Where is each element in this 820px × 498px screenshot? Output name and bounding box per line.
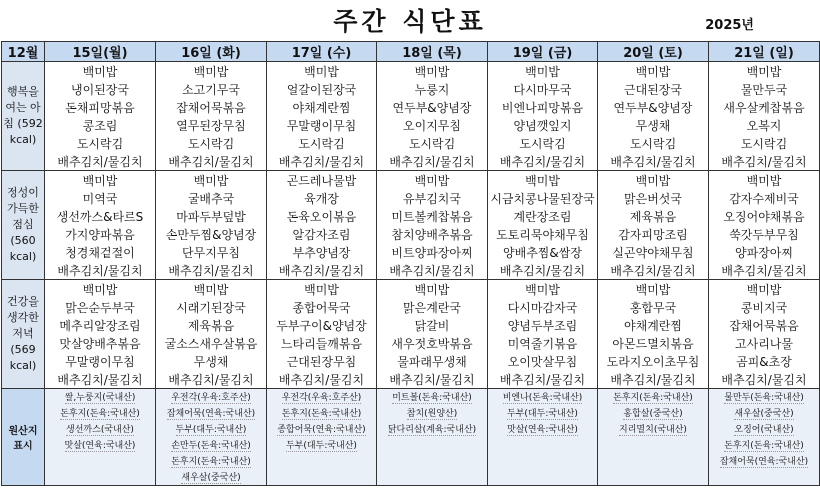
origin-cell <box>598 405 709 421</box>
origin-item: 홍합살(중국산) <box>623 406 682 420</box>
menu-item: 메추리알장조림 <box>45 316 156 334</box>
origin-cell <box>488 469 598 486</box>
origin-cell <box>598 469 709 486</box>
day-header-sun: 21일 (일) <box>709 42 820 62</box>
header-row <box>2 42 820 62</box>
breakfast-row <box>2 62 820 81</box>
menu-item: 도시락김 <box>598 134 709 152</box>
menu-item: 백미밥 <box>156 171 267 190</box>
weekly-menu-table <box>1 41 820 486</box>
breakfast-row <box>2 134 820 152</box>
day-header-thu: 18일 (목) <box>377 42 488 62</box>
menu-item: 배추김치/물김치 <box>709 370 820 389</box>
menu-item: 배추김치/물김치 <box>267 261 377 280</box>
menu-item: 배추김치/물김치 <box>156 152 267 171</box>
origin-cell <box>488 389 598 406</box>
menu-item: 감자수제비국 <box>709 189 820 207</box>
menu-item: 두부구이&양념장 <box>267 316 377 334</box>
menu-item: 돈채피망볶음 <box>45 98 156 116</box>
menu-item: 콩조림 <box>45 116 156 134</box>
menu-item: 비엔나피망볶음 <box>488 98 598 116</box>
menu-item: 시금치콩나물된장국 <box>488 189 598 207</box>
origin-cell <box>377 405 488 421</box>
menu-item: 제육볶음 <box>598 207 709 225</box>
origin-item: 두부(대두:국내산) <box>286 438 357 452</box>
menu-item: 배추김치/물김치 <box>377 152 488 171</box>
menu-item: 야채계란찜 <box>598 316 709 334</box>
origin-cell <box>709 421 820 437</box>
menu-item: 백미밥 <box>156 62 267 81</box>
origin-item: 새우살(중국산) <box>181 470 240 484</box>
origin-item: 미트볼(돈육:국내산) <box>392 390 472 404</box>
menu-item: 도라지오이초무침 <box>598 352 709 370</box>
origin-cell <box>377 421 488 437</box>
origin-cell <box>156 405 267 421</box>
menu-item: 백미밥 <box>156 280 267 299</box>
menu-item: 가지양파볶음 <box>45 225 156 243</box>
menu-item: 종합어묵국 <box>267 298 377 316</box>
menu-item: 맑은순두부국 <box>45 298 156 316</box>
menu-item: 백미밥 <box>709 280 820 299</box>
day-header-fri: 19일 (금) <box>488 42 598 62</box>
origin-cell <box>267 389 377 406</box>
menu-item: 생선까스&타르S <box>45 207 156 225</box>
origin-cell <box>377 437 488 453</box>
menu-item: 미역국 <box>45 189 156 207</box>
menu-item: 도시락김 <box>709 134 820 152</box>
origin-cell <box>598 421 709 437</box>
menu-item: 도시락김 <box>156 134 267 152</box>
menu-item: 누룽지 <box>377 80 488 98</box>
dinner-row <box>2 334 820 352</box>
origin-row <box>2 437 820 453</box>
menu-item: 굴소스새우살볶음 <box>156 334 267 352</box>
origin-item: 돈후지(돈육:국내산) <box>724 438 804 452</box>
origin-cell <box>377 469 488 486</box>
origin-item: 쌀,누룽지(국내산) <box>65 390 136 404</box>
origin-item: 두부(대두:국내산) <box>507 406 578 420</box>
menu-item: 계란장조림 <box>488 207 598 225</box>
menu-item: 실곤약야채무침 <box>598 243 709 261</box>
origin-cell <box>267 405 377 421</box>
menu-body <box>2 62 820 486</box>
menu-item: 소고기무국 <box>156 80 267 98</box>
lunch-row <box>2 225 820 243</box>
breakfast-row <box>2 152 820 171</box>
origin-cell <box>377 453 488 469</box>
menu-item: 도토리묵야채무침 <box>488 225 598 243</box>
lunch-label: 정성이 가득한 점심 (560 kcal) <box>2 171 45 280</box>
menu-item: 얼갈이된장국 <box>267 80 377 98</box>
dinner-row <box>2 280 820 299</box>
menu-item: 배추김치/물김치 <box>156 261 267 280</box>
origin-cell <box>156 421 267 437</box>
menu-item: 곤드레나물밥 <box>267 171 377 190</box>
origin-cell <box>267 469 377 486</box>
menu-item: 단무지무침 <box>156 243 267 261</box>
lunch-row <box>2 243 820 261</box>
menu-item: 부추양념장 <box>267 243 377 261</box>
menu-item: 배추김치/물김치 <box>267 370 377 389</box>
menu-item: 배추김치/물김치 <box>488 261 598 280</box>
origin-item: 물만두(돈육:국내산) <box>724 390 804 404</box>
origin-item: 돈후지(돈육:국내산) <box>60 406 140 420</box>
origin-row <box>2 405 820 421</box>
origin-cell <box>267 421 377 437</box>
origin-item: 종합어묵(연육:국내산) <box>277 422 365 436</box>
origin-item: 돈후지(돈육:국내산) <box>171 454 251 468</box>
origin-cell <box>488 437 598 453</box>
origin-row <box>2 389 820 406</box>
origin-item: 손만두(돈육:국내산) <box>171 438 251 452</box>
menu-item: 오복지 <box>709 116 820 134</box>
menu-item: 시래기된장국 <box>156 298 267 316</box>
menu-item: 양배추찜&쌈장 <box>488 243 598 261</box>
origin-item: 새우살(중국산) <box>734 406 793 420</box>
menu-item: 잡채어묵볶음 <box>156 98 267 116</box>
origin-cell <box>709 405 820 421</box>
menu-item: 백미밥 <box>267 62 377 81</box>
lunch-row <box>2 207 820 225</box>
menu-item: 오이지무침 <box>377 116 488 134</box>
menu-item: 백미밥 <box>377 62 488 81</box>
origin-cell <box>156 389 267 406</box>
origin-item: 잡채어묵(연육:국내산) <box>167 406 255 420</box>
menu-item: 도시락김 <box>45 134 156 152</box>
origin-cell <box>488 405 598 421</box>
menu-item: 배추김치/물김치 <box>45 370 156 389</box>
origin-item: 참치(원양산) <box>407 406 458 420</box>
menu-item: 연두부&양념장 <box>377 98 488 116</box>
origin-label: 원산지 표시 <box>2 389 45 486</box>
origin-item: 우전각(우육:호주산) <box>171 390 251 404</box>
menu-item: 백미밥 <box>45 62 156 81</box>
page-title: 주간 식단표 <box>333 7 487 36</box>
menu-item: 아몬드멸치볶음 <box>598 334 709 352</box>
origin-item: 돈후지(돈육:국내산) <box>613 390 693 404</box>
origin-row <box>2 453 820 469</box>
menu-item: 연두부&양념장 <box>598 98 709 116</box>
menu-item: 쑥갓두부무침 <box>709 225 820 243</box>
menu-item: 열무된장무침 <box>156 116 267 134</box>
breakfast-row <box>2 98 820 116</box>
menu-item: 홍합무국 <box>598 298 709 316</box>
menu-item: 백미밥 <box>267 280 377 299</box>
origin-item: 비엔나(돈육:국내산) <box>503 390 583 404</box>
origin-cell <box>709 469 820 486</box>
dinner-row <box>2 316 820 334</box>
lunch-row <box>2 171 820 190</box>
origin-cell <box>45 405 156 421</box>
origin-cell <box>488 421 598 437</box>
menu-item: 배추김치/물김치 <box>45 261 156 280</box>
menu-item: 배추김치/물김치 <box>709 261 820 280</box>
menu-item: 근대된장국 <box>598 80 709 98</box>
menu-item: 콩비지국 <box>709 298 820 316</box>
menu-item: 양념두부조림 <box>488 316 598 334</box>
menu-item: 배추김치/물김치 <box>598 261 709 280</box>
origin-item: 두부(대두:국내산) <box>176 422 247 436</box>
menu-item: 백미밥 <box>488 171 598 190</box>
menu-item: 양파장아찌 <box>709 243 820 261</box>
menu-item: 다시마감자국 <box>488 298 598 316</box>
origin-item: 생선까스(국내산) <box>66 422 134 436</box>
menu-item: 돈육오이볶음 <box>267 207 377 225</box>
breakfast-label: 행복을 여는 아침 (592 kcal) <box>2 62 45 171</box>
menu-item: 알감자조림 <box>267 225 377 243</box>
menu-item: 도시락김 <box>377 134 488 152</box>
origin-cell <box>267 453 377 469</box>
lunch-row <box>2 189 820 207</box>
menu-item: 백미밥 <box>598 62 709 81</box>
origin-item: 오징어(국내산) <box>734 422 793 436</box>
lunch-row <box>2 261 820 280</box>
menu-item: 배추김치/물김치 <box>709 152 820 171</box>
origin-cell <box>45 469 156 486</box>
menu-item: 닭갈비 <box>377 316 488 334</box>
dinner-label: 건강을 생각한 저녁 (569 kcal) <box>2 280 45 389</box>
origin-cell <box>377 389 488 406</box>
menu-item: 다시마무국 <box>488 80 598 98</box>
menu-item: 미역줄기볶음 <box>488 334 598 352</box>
menu-item: 백미밥 <box>488 280 598 299</box>
menu-item: 배추김치/물김치 <box>267 152 377 171</box>
menu-item: 배추김치/물김치 <box>598 370 709 389</box>
dinner-row <box>2 352 820 370</box>
origin-cell <box>45 453 156 469</box>
menu-item: 감자피망조림 <box>598 225 709 243</box>
menu-item: 청경채겉절이 <box>45 243 156 261</box>
menu-item: 백미밥 <box>377 280 488 299</box>
menu-item: 무생채 <box>156 352 267 370</box>
origin-row <box>2 469 820 486</box>
menu-item: 오이맛살무침 <box>488 352 598 370</box>
origin-row <box>2 421 820 437</box>
menu-item: 양념깻잎지 <box>488 116 598 134</box>
menu-item: 굴배추국 <box>156 189 267 207</box>
breakfast-row <box>2 80 820 98</box>
menu-item: 배추김치/물김치 <box>377 261 488 280</box>
menu-item: 맑은버섯국 <box>598 189 709 207</box>
day-header-wed: 17일 (수) <box>267 42 377 62</box>
origin-item: 잡채어묵(연육:국내산) <box>720 454 808 468</box>
menu-item: 비트양파장아찌 <box>377 243 488 261</box>
day-header-tue: 16일 (화) <box>156 42 267 62</box>
origin-cell <box>709 453 820 469</box>
origin-item: 닭다리살(계육:국내산) <box>388 422 476 436</box>
menu-item: 야채계란찜 <box>267 98 377 116</box>
menu-item: 새우젓호박볶음 <box>377 334 488 352</box>
menu-item: 백미밥 <box>45 171 156 190</box>
menu-item: 백미밥 <box>709 171 820 190</box>
menu-item: 백미밥 <box>45 280 156 299</box>
menu-item: 새우살케찹볶음 <box>709 98 820 116</box>
menu-item: 참치양배추볶음 <box>377 225 488 243</box>
menu-item: 곰피&초장 <box>709 352 820 370</box>
menu-item: 냉이된장국 <box>45 80 156 98</box>
menu-item: 유부김치국 <box>377 189 488 207</box>
menu-item: 육개장 <box>267 189 377 207</box>
origin-cell <box>45 421 156 437</box>
menu-item: 배추김치/물김치 <box>377 370 488 389</box>
origin-cell <box>598 437 709 453</box>
day-header-sat: 20일 (토) <box>598 42 709 62</box>
origin-item: 맛살(연육:국내산) <box>507 422 578 436</box>
origin-cell <box>45 437 156 453</box>
menu-item: 배추김치/물김치 <box>488 370 598 389</box>
menu-item: 잡채어묵볶음 <box>709 316 820 334</box>
origin-item: 돈후지(돈육:국내산) <box>282 406 362 420</box>
menu-item: 백미밥 <box>709 62 820 81</box>
menu-item: 백미밥 <box>598 280 709 299</box>
menu-item: 배추김치/물김치 <box>156 370 267 389</box>
origin-cell <box>267 437 377 453</box>
menu-item: 백미밥 <box>488 62 598 81</box>
menu-item: 물만두국 <box>709 80 820 98</box>
menu-item: 느타리들깨볶음 <box>267 334 377 352</box>
menu-item: 도시락김 <box>488 134 598 152</box>
origin-cell <box>598 453 709 469</box>
menu-item: 배추김치/물김치 <box>598 152 709 171</box>
menu-item: 도시락김 <box>267 134 377 152</box>
menu-item: 근대된장무침 <box>267 352 377 370</box>
menu-item: 맑은계란국 <box>377 298 488 316</box>
origin-cell <box>709 389 820 406</box>
menu-item: 마파두부덮밥 <box>156 207 267 225</box>
menu-item: 오징어야채볶음 <box>709 207 820 225</box>
menu-item: 무말랭이무침 <box>45 352 156 370</box>
year-label: 2025년 <box>705 18 754 33</box>
origin-cell <box>709 437 820 453</box>
dinner-row <box>2 298 820 316</box>
menu-item: 미트볼케찹볶음 <box>377 207 488 225</box>
origin-item: 맛살(연육:국내산) <box>65 438 136 452</box>
origin-cell <box>156 469 267 486</box>
month-header: 12월 <box>2 42 45 62</box>
origin-item: 지리멸치(국내산) <box>619 422 687 436</box>
menu-item: 무말랭이무침 <box>267 116 377 134</box>
dinner-row <box>2 370 820 389</box>
menu-item: 배추김치/물김치 <box>488 152 598 171</box>
menu-item: 손만두찜&양념장 <box>156 225 267 243</box>
menu-item: 제육볶음 <box>156 316 267 334</box>
origin-cell <box>488 453 598 469</box>
origin-cell <box>156 453 267 469</box>
origin-item: 우전각(우육:호주산) <box>282 390 362 404</box>
menu-item: 고사리나물 <box>709 334 820 352</box>
menu-item: 무생채 <box>598 116 709 134</box>
menu-item: 배추김치/물김치 <box>45 152 156 171</box>
menu-item: 백미밥 <box>377 171 488 190</box>
breakfast-row <box>2 116 820 134</box>
origin-cell <box>45 389 156 406</box>
origin-cell <box>598 389 709 406</box>
day-header-mon: 15일(월) <box>45 42 156 62</box>
origin-cell <box>156 437 267 453</box>
menu-item: 백미밥 <box>598 171 709 190</box>
menu-item: 맛살양배추볶음 <box>45 334 156 352</box>
menu-item: 물파래무생채 <box>377 352 488 370</box>
